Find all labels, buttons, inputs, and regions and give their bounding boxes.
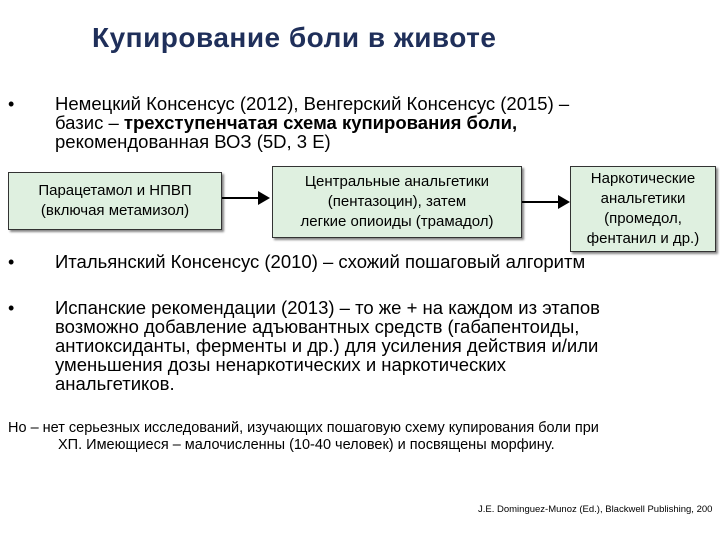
bullet-1-line2 [55, 113, 569, 132]
step-2-line1: Центральные анальгетики [304, 173, 490, 190]
bullet-3-line4: уменьшения дозы ненаркотических и наркотических [55, 354, 506, 375]
step-1-box [8, 172, 222, 230]
bullet-1-line3: рекомендованная ВОЗ (5D, 3 Е) [55, 131, 331, 152]
note-line2: ХП. Имеющиеся – малочисленны (10-40 человек) и посвящены морфину. [58, 437, 555, 453]
bullet-1-line2-plain: базис – [55, 112, 124, 133]
bullet-3-line3: антиоксиданты, ферменты и др.) для усиления действия и/или [55, 335, 599, 356]
step-1-text [38, 181, 191, 221]
step-3-text [587, 169, 699, 249]
bullet-marker: • [8, 252, 15, 272]
reference-citation: J.E. Dominguez-Munoz (Ed.), Blackwell Publishing, 200 [478, 504, 713, 515]
step-3-line1: Наркотические [590, 170, 696, 187]
bullet-1-line2-bold: трехступенчатая схема купирования боли, [123, 112, 518, 133]
step-1-line2: (включая метамизол) [40, 202, 190, 219]
arrow-right-icon [522, 190, 570, 214]
bullet-marker: • [8, 298, 15, 318]
note-text [8, 420, 714, 454]
bullet-3-text [55, 298, 600, 393]
bullet-1-text [55, 94, 569, 151]
bullet-marker: • [8, 94, 15, 114]
bullet-3-line5: анальгетиков. [55, 373, 175, 394]
step-2-line3: легкие опиоиды (трамадол) [300, 213, 494, 230]
arrow-right-icon [222, 186, 270, 210]
step-3-box [570, 166, 716, 252]
step-2-box [272, 166, 522, 238]
step-3-line3: (промедол, [604, 210, 682, 227]
step-3-line4: фентанил и др.) [586, 230, 700, 247]
note-line1: Но – нет серьезных исследований, изучающих пошаговую схему купирования боли при [8, 420, 599, 436]
bullet-1-line1: Немецкий Консенсус (2012), Венгерский Консенсус (2015) – [55, 93, 570, 114]
bullet-3-line2: возможно добавление адъювантных средств (габапентоиды, [55, 316, 580, 337]
bullet-3-line1: Испанские рекомендации (2013) – то же + на каждом из этапов [55, 297, 600, 318]
step-3-line2: анальгетики [600, 190, 686, 207]
step-2-text [300, 172, 493, 232]
step-2-line2: (пентазоцин), затем [327, 193, 467, 210]
step-1-line1: Парацетамол и НПВП [38, 182, 192, 199]
bullet-2-text: Итальянский Консенсус (2010) – схожий пошаговый алгоритм [55, 251, 586, 272]
slide-title: Купирование боли в животе [92, 22, 497, 53]
